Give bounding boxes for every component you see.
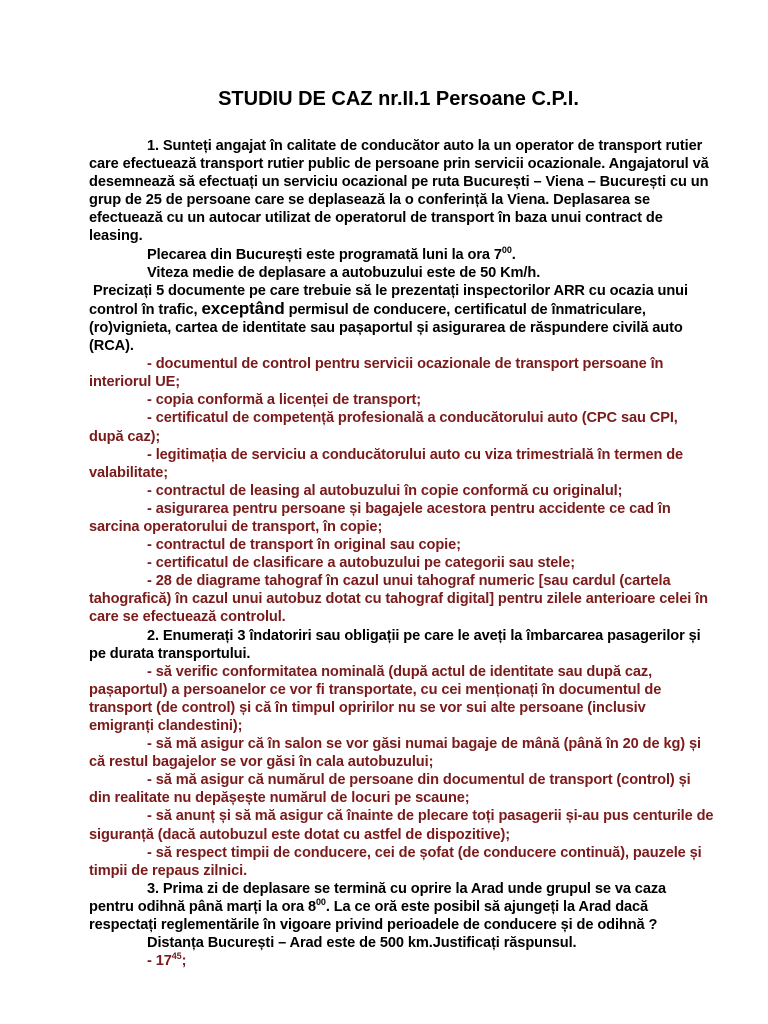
q3-distance: Distanța București – Arad este de 500 km.Justificați răspunsul. — [147, 935, 577, 952]
q1-departure: Plecarea din București este programată luni la ora $7^{00}$. — [147, 244, 516, 263]
q2-answer-item: - să mă asigur că numărul de persoane din documentul de transport (control) și din realitate nu depășește numărul de locuri pe scaune; — [89, 772, 691, 807]
q1-answer-item: - documentul de control pentru servicii ocazionale de transport persoane în interiorul UE; — [89, 356, 664, 391]
q2-answer-item: - să respect timpii de conducere, cei de șofat (de conducere continuă), pauzele și timpii de repaus zilnici. — [89, 844, 702, 879]
q1-answer-list — [89, 355, 714, 626]
q1-answer-item: - copia conformă a licenței de transport; — [147, 392, 422, 409]
q1-answer-item: - 28 de diagrame tahograf în cazul unui tahograf numeric [sau cardul (cartela tahografică) în cazul unui autobuz dotat cu tahograf digital] pentru zilele anterioare celei în care se efectuează controlul. — [89, 573, 708, 626]
q2-question: 2. Enumerați 3 îndatoriri sau obligații pe care le aveți la îmbarcarea pasagerilor și pe durata transportului. — [89, 627, 701, 662]
q1-speed: Viteza medie de deplasare a autobuzului este de 50 Km/h. — [147, 264, 541, 281]
document-title: STUDIU DE CAZ nr.II.1 Persoane C.P.I. — [218, 88, 579, 110]
document-body — [89, 137, 714, 970]
q1-answer-item: - certificatul de competență profesională a conducătorului auto (CPC sau CPI, după caz); — [89, 410, 678, 445]
q1-question-emphasis: exceptând — [201, 298, 285, 318]
q2-answer-item: - să anunț și să mă asigur că înainte de plecare toți pasagerii și-au pus centurile de siguranță (dacă autobuzul este dotat cu astfel de dispozitive); — [89, 808, 714, 843]
q1-question: Precizați 5 documente pe care trebuie să le prezentați inspectorilor ARR cu ocazia unui control în trafic, exceptând permisul de conducere, certificatul de înmatriculare, (ro)vignieta, cartea de identitate sau pașaportul și asigurarea de răspundere civilă auto (RCA). — [89, 282, 688, 355]
q3-answer: - $17^{45}$; — [147, 951, 187, 970]
q1-answer-item: - asigurarea pentru persoane și bagajele acestora pentru accidente ce cad în sarcina operatorului de transport, în copie; — [89, 500, 671, 535]
q1-answer-item: - legitimația de serviciu a conducătorului auto cu viza trimestrială în termen de valabilitate; — [89, 446, 684, 481]
q1-answer-item: - contractul de transport în original sau copie; — [147, 537, 461, 554]
q1-answer-item: - certificatul de clasificare a autobuzului pe categorii sau stele; — [147, 555, 575, 572]
q3-question: 3. Prima zi de deplasare se termină cu oprire la Arad unde grupul se va caza pentru odihnă până marți la ora $8^{00}$. La ce oră este posibil să ajungeți la Arad dacă respectați reglementările în vigoare privind perioadele de conducere și de odihnă ? — [89, 880, 667, 934]
q1-intro: 1. Sunteți angajat în calitate de conducător auto la un operator de transport rutier care efectuează transport rutier public de persoane prin servicii ocazionale. Angajatorul vă desemnează să efectuați un serviciu ocazional pe ruta București – Viena – București cu un grup de 25 de persoane care se deplasează la o conferință la Viena. Deplasarea se efectuează cu un autocar utilizat de operatorul de transport în baza unui contract de leasing. — [89, 138, 709, 245]
q2-answer-item: - să mă asigur că în salon se vor găsi numai bagaje de mână (până în 20 de kg) și că restul bagajelor se vor găsi în cala autobuzului; — [89, 736, 701, 771]
q2-answer-item: - să verific conformitatea nominală (după actul de identitate sau după caz, pașaportul) a persoanelor ce vor fi transportate, cu cei menționați în documentul de transport (de control) și că în timpul opririlor nu se vor sui alte persoane (inclusiv emigranți clandestini); — [89, 663, 662, 734]
q1-answer-item: - contractul de leasing al autobuzului în copie conformă cu originalul; — [147, 482, 623, 499]
q2-answer-list — [89, 663, 714, 880]
